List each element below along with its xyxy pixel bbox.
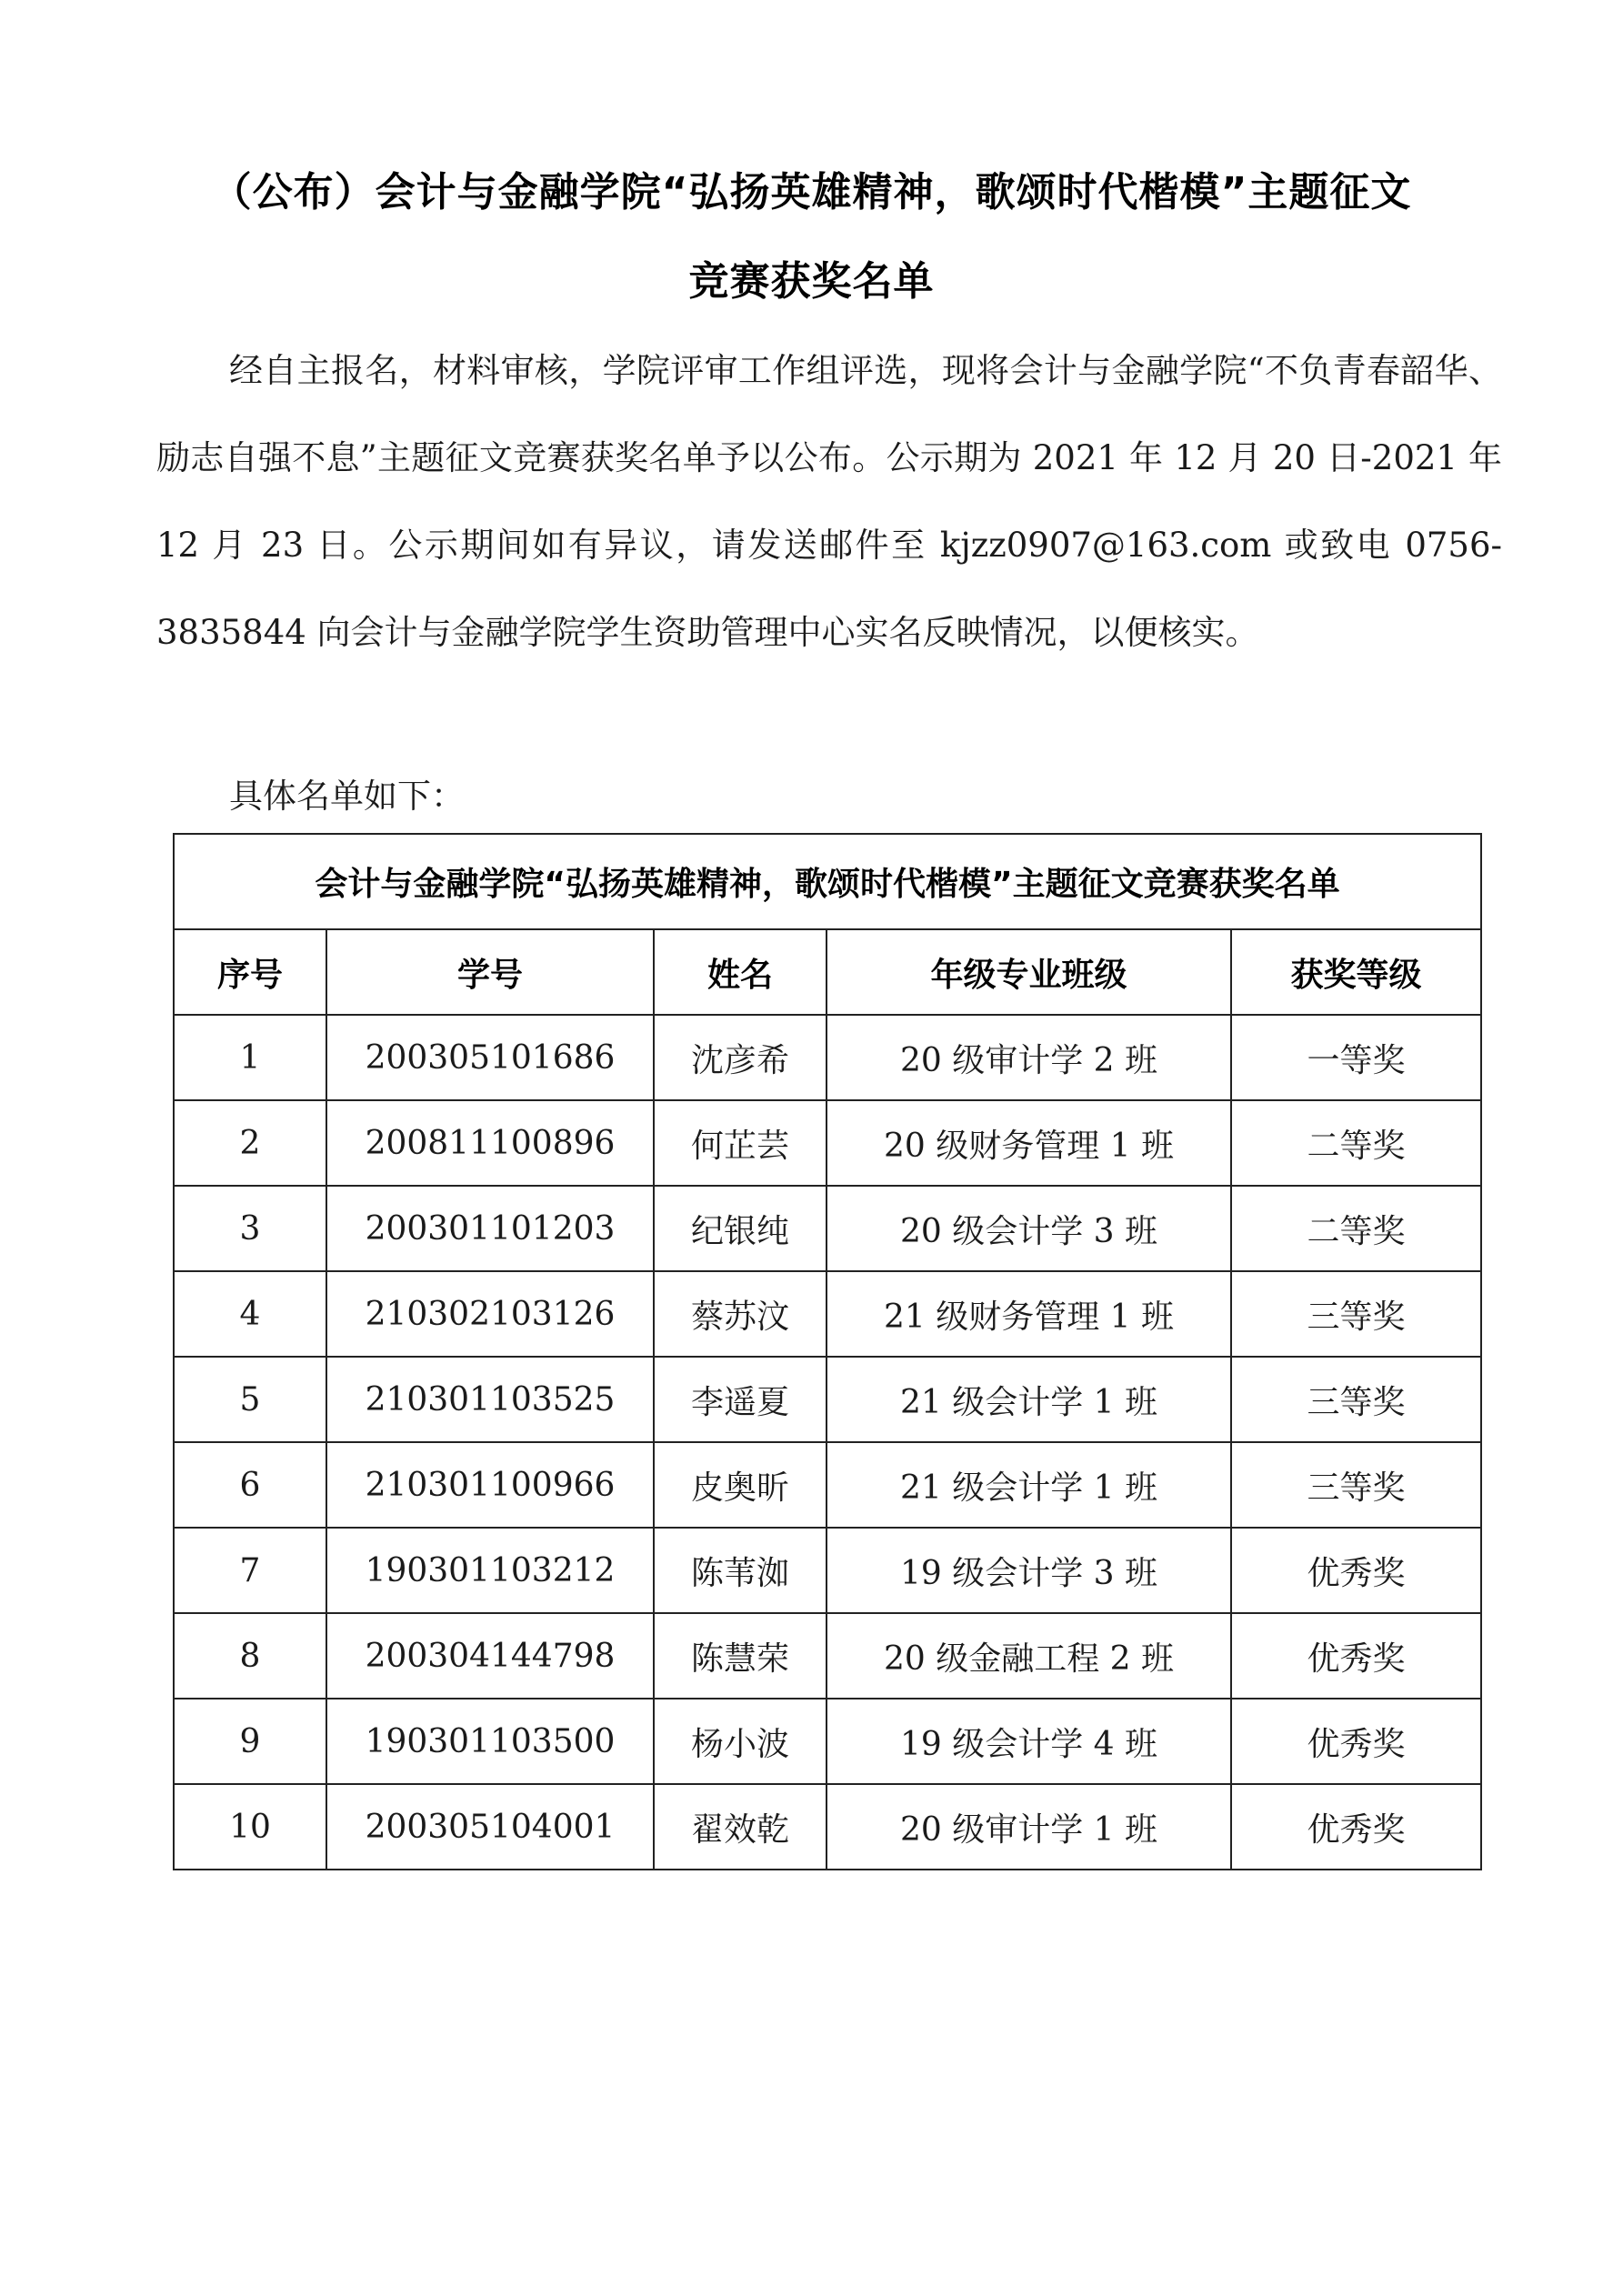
cell-class: 20 级财务管理 1 班	[827, 1100, 1231, 1186]
cell-student-id: 200304144798	[326, 1613, 654, 1699]
cell-index: 1	[174, 1015, 326, 1100]
cell-index: 6	[174, 1442, 326, 1528]
header-student-id: 学号	[326, 929, 654, 1015]
cell-index: 4	[174, 1271, 326, 1357]
cell-name: 陈慧荣	[654, 1613, 827, 1699]
table-caption: 会计与金融学院“弘扬英雄精神，歌颂时代楷模”主题征文竞赛获奖名单	[174, 834, 1481, 929]
cell-class: 21 级财务管理 1 班	[827, 1271, 1231, 1357]
cell-award-level: 优秀奖	[1231, 1613, 1481, 1699]
cell-class: 21 级会计学 1 班	[827, 1357, 1231, 1442]
cell-index: 7	[174, 1528, 326, 1613]
cell-name: 陈苇洳	[654, 1528, 827, 1613]
table-row	[174, 1442, 1481, 1528]
table-row	[174, 1528, 1481, 1613]
cell-name: 李遥夏	[654, 1357, 827, 1442]
cell-class: 20 级会计学 3 班	[827, 1186, 1231, 1271]
document-title-line-1: （公布）会计与金融学院“弘扬英雄精神，歌颂时代楷模”主题征文	[211, 169, 1412, 216]
cell-name: 皮奥昕	[654, 1442, 827, 1528]
table-row	[174, 1784, 1481, 1870]
cell-name: 何芷芸	[654, 1100, 827, 1186]
cell-class: 20 级审计学 2 班	[827, 1015, 1231, 1100]
cell-award-level: 三等奖	[1231, 1442, 1481, 1528]
cell-name: 杨小波	[654, 1699, 827, 1784]
cell-student-id: 200305101686	[326, 1015, 654, 1100]
cell-student-id: 210301103525	[326, 1357, 654, 1442]
cell-student-id: 200305104001	[326, 1784, 654, 1870]
cell-student-id: 190301103500	[326, 1699, 654, 1784]
header-name: 姓名	[654, 929, 827, 1015]
award-table	[173, 833, 1482, 1870]
cell-award-level: 一等奖	[1231, 1015, 1481, 1100]
table-row	[174, 1271, 1481, 1357]
table-row	[174, 1357, 1481, 1442]
cell-award-level: 优秀奖	[1231, 1528, 1481, 1613]
cell-index: 2	[174, 1100, 326, 1186]
cell-award-level: 三等奖	[1231, 1357, 1481, 1442]
cell-index: 8	[174, 1613, 326, 1699]
cell-class: 19 级会计学 3 班	[827, 1528, 1231, 1613]
table-header-row	[174, 929, 1481, 1015]
cell-award-level: 三等奖	[1231, 1271, 1481, 1357]
table-row	[174, 1015, 1481, 1100]
header-class: 年级专业班级	[827, 929, 1231, 1015]
cell-index: 3	[174, 1186, 326, 1271]
cell-student-id: 190301103212	[326, 1528, 654, 1613]
cell-class: 19 级会计学 4 班	[827, 1699, 1231, 1784]
cell-award-level: 二等奖	[1231, 1186, 1481, 1271]
document-title-line-2: 竞赛获奖名单	[688, 258, 935, 305]
cell-class: 21 级会计学 1 班	[827, 1442, 1231, 1528]
cell-class: 20 级金融工程 2 班	[827, 1613, 1231, 1699]
cell-award-level: 优秀奖	[1231, 1699, 1481, 1784]
table-row	[174, 1100, 1481, 1186]
cell-student-id: 210302103126	[326, 1271, 654, 1357]
cell-name: 蔡苏汶	[654, 1271, 827, 1357]
cell-student-id: 200811100896	[326, 1100, 654, 1186]
table-row	[174, 1613, 1481, 1699]
table-row	[174, 1186, 1481, 1271]
cell-student-id: 210301100966	[326, 1442, 654, 1528]
cell-index: 10	[174, 1784, 326, 1870]
list-intro: 具体名单如下：	[229, 777, 465, 816]
cell-name: 沈彦希	[654, 1015, 827, 1100]
announcement-paragraph: 经自主报名，材料审核，学院评审工作组评选，现将会计与金融学院“不负青春韶华、励志自强不息”主题征文竞赛获奖名单予以公布。公示期为 2021 年 12 月 20 日-2021 年 12 月 23 日。公示期间如有异议，请发送邮件至 kjzz0907@163.com 或致电 0756-3835844 向会计与金融学院学生资助管理中心实名反映情况，以便核实。	[156, 351, 1502, 652]
cell-class: 20 级审计学 1 班	[827, 1784, 1231, 1870]
header-index: 序号	[174, 929, 326, 1015]
header-award-level: 获奖等级	[1231, 929, 1481, 1015]
cell-index: 9	[174, 1699, 326, 1784]
cell-index: 5	[174, 1357, 326, 1442]
cell-award-level: 二等奖	[1231, 1100, 1481, 1186]
cell-student-id: 200301101203	[326, 1186, 654, 1271]
cell-name: 纪银纯	[654, 1186, 827, 1271]
table-row	[174, 1699, 1481, 1784]
cell-name: 翟效乾	[654, 1784, 827, 1870]
cell-award-level: 优秀奖	[1231, 1784, 1481, 1870]
